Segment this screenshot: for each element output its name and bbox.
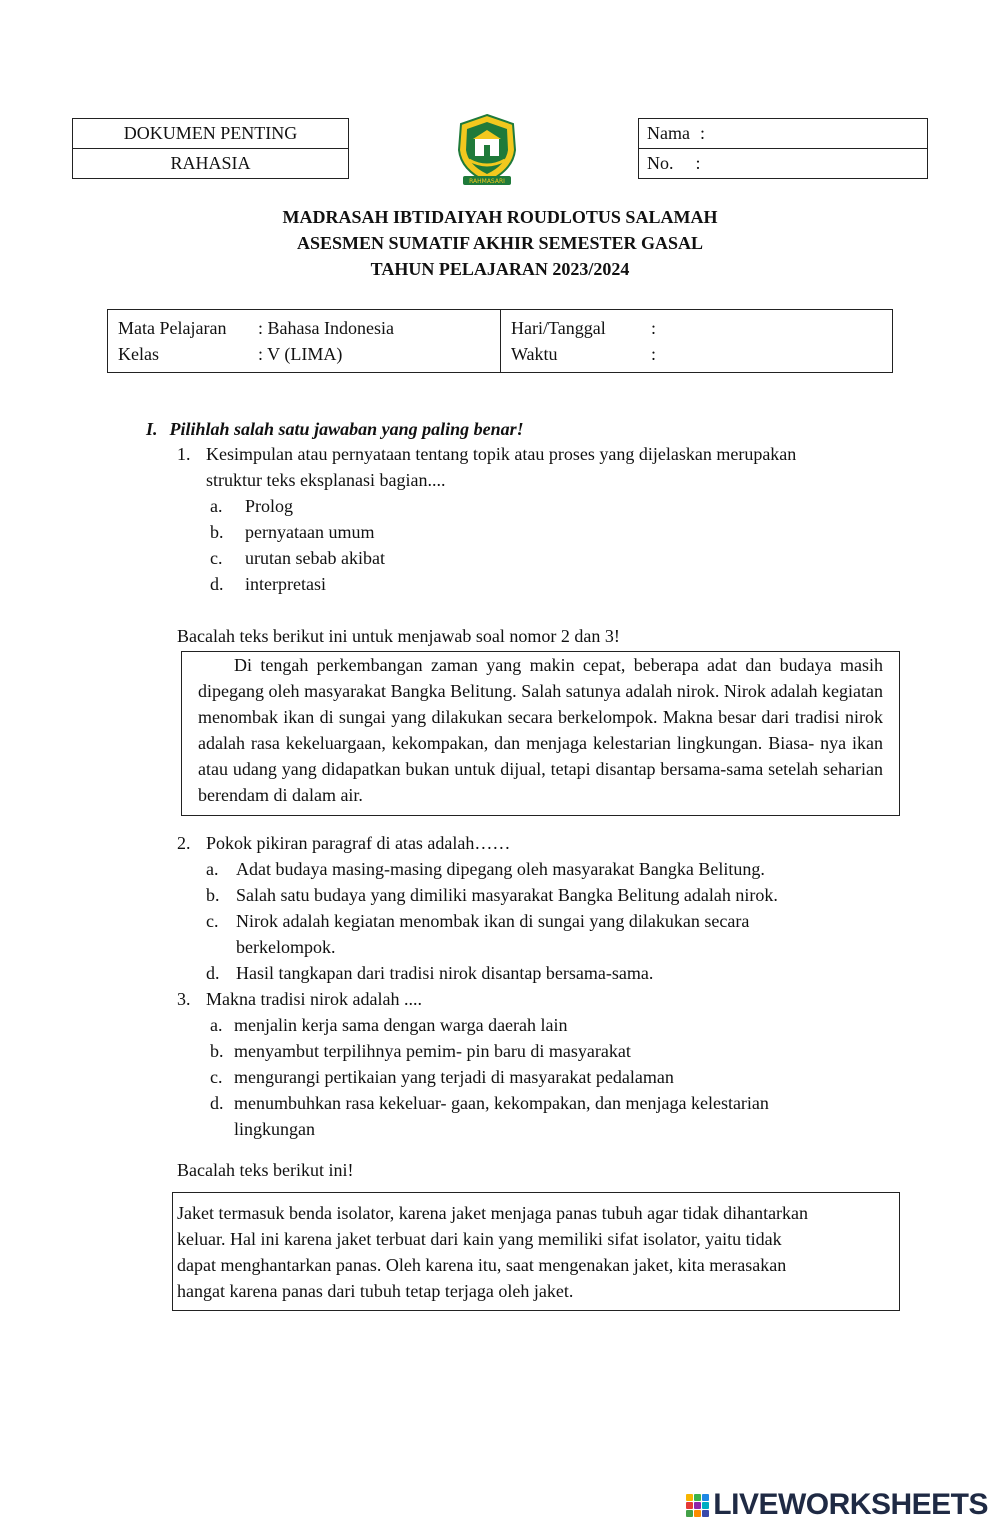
q2-option-a[interactable]: Adat budaya masing-masing dipegang oleh masyarakat Bangka Belitung. [236,859,765,879]
question-1-number: 1. [177,444,191,464]
passage-jacket-line1: Jaket termasuk benda isolator, karena jaket menjaga panas tubuh agar tidak dihantarkan [177,1203,809,1223]
class-label: Kelas [118,344,159,364]
passage-nirok [181,651,900,816]
passage-jacket-line2: keluar. Hal ini karena jaket terbuat dari kain yang memiliki sifat isolator, yaitu tidak [177,1229,782,1249]
section-heading [146,416,524,442]
reading-instruction-2: Bacalah teks berikut ini! [177,1160,354,1180]
number-field[interactable] [639,149,928,179]
name-field[interactable] [639,119,928,149]
q3-option-c-key: c. [210,1067,223,1087]
school-logo-emblem [453,112,521,188]
logo-banner-text: RAHMASARI [469,178,505,185]
number-label: No. [647,153,674,173]
q1-option-b[interactable]: pernyataan umum [245,522,375,542]
passage-nirok-text: Di tengah perkembangan zaman yang makin cepat, beberapa adat dan budaya masih dipegang oleh masyarakat Bangka Belitung. Salah satunya adalah nirok. Nirok adalah kegiatan menombak ikan di sungai yang dilakukan secara berkelompok. Makna besar dari tradisi nirok adalah rasa kekeluargaan, kekompakan, dan menjaga kelestarian lingkungan. Biasa- nya ikan atau udang yang didapatkan bukan untuk dijual, tetapi disantap bersama-sama setelah seharian berendam di dalam air. [198,655,883,805]
student-id-box [638,118,928,179]
passage-jacket-line4: hangat karena panas dari tubuh tetap terjaga oleh jaket. [177,1281,574,1301]
question-2-number: 2. [177,833,191,853]
q3-option-d-cont[interactable]: lingkungan [234,1119,315,1139]
q3-option-a-key: a. [210,1015,223,1035]
q1-option-a-key: a. [210,496,223,516]
q2-option-c-key: c. [206,911,219,931]
exam-info-box [107,309,893,373]
name-label: Nama [647,123,690,143]
reading-instruction-1: Bacalah teks berikut ini untuk menjawab soal nomor 2 dan 3! [177,626,620,646]
q3-option-d[interactable]: menumbuhkan rasa kekeluar- gaan, kekompakan, dan menjaga kelestarian [234,1093,769,1113]
document-label-important: DOKUMEN PENTING [73,119,349,149]
q3-option-d-key: d. [210,1093,224,1113]
document-label-secret: RAHASIA [73,149,349,179]
q1-option-a[interactable]: Prolog [245,496,294,516]
title-assessment: ASESMEN SUMATIF AKHIR SEMESTER GASAL [296,233,704,253]
section-instruction: Pilihlah salah satu jawaban yang paling benar! [169,419,524,439]
title-school: MADRASAH IBTIDAIYAH ROUDLOTUS SALAMAH [282,207,718,227]
title-year: TAHUN PELAJARAN 2023/2024 [370,259,630,279]
q1-option-c[interactable]: urutan sebab akibat [245,548,385,568]
name-sep: : [699,123,705,143]
q2-option-b[interactable]: Salah satu budaya yang dimiliki masyarakat Bangka Belitung adalah nirok. [236,885,778,905]
question-3-text: Makna tradisi nirok adalah .... [206,989,422,1009]
time-label: Waktu [511,344,558,364]
q1-option-d-key: d. [210,574,224,594]
q3-option-b[interactable]: menyambut terpilihnya pemim- pin baru di masyarakat [234,1041,631,1061]
passage-jacket [172,1192,900,1311]
q2-option-c-cont[interactable]: berkelompok. [236,937,336,957]
question-2-text: Pokok pikiran paragraf di atas adalah…… [206,833,511,853]
question-1-text-line2: struktur teks eksplanasi bagian.... [206,470,446,490]
q1-option-d[interactable]: interpretasi [245,574,326,594]
q1-option-c-key: c. [210,548,223,568]
q3-option-b-key: b. [210,1041,224,1061]
q1-option-b-key: b. [210,522,224,542]
q2-option-d[interactable]: Hasil tangkapan dari tradisi nirok disantap bersama-sama. [236,963,654,983]
day-value: : [651,318,657,338]
liveworksheets-text: LIVEWORKSHEETS [713,1488,988,1521]
passage-jacket-line3: dapat menghantarkan panas. Oleh karena itu, saat mengenakan jaket, kita merasakan [177,1255,787,1275]
question-1-text-line1: Kesimpulan atau pernyataan tentang topik atau proses yang dijelaskan merupakan [206,444,797,464]
q3-option-c[interactable]: mengurangi pertikaian yang terjadi di masyarakat pedalaman [234,1067,674,1087]
q2-option-c[interactable]: Nirok adalah kegiatan menombak ikan di sungai yang dilakukan secara [236,911,750,931]
section-number: I. [146,419,158,439]
day-label: Hari/Tanggal [511,318,606,338]
liveworksheets-watermark [686,1488,988,1522]
q2-option-b-key: b. [206,885,220,905]
class-value: : V (LIMA) [258,344,343,364]
liveworksheets-logo-icon [686,1494,709,1517]
q2-option-d-key: d. [206,963,220,983]
question-3-number: 3. [177,989,191,1009]
time-value: : [651,344,657,364]
q2-option-a-key: a. [206,859,219,879]
subject-label: Mata Pelajaran [118,318,227,338]
subject-value: : Bahasa Indonesia [258,318,394,338]
school-logo [453,112,521,188]
number-sep: : [695,153,701,173]
document-label-box [72,118,349,179]
q3-option-a[interactable]: menjalin kerja sama dengan warga daerah lain [234,1015,568,1035]
